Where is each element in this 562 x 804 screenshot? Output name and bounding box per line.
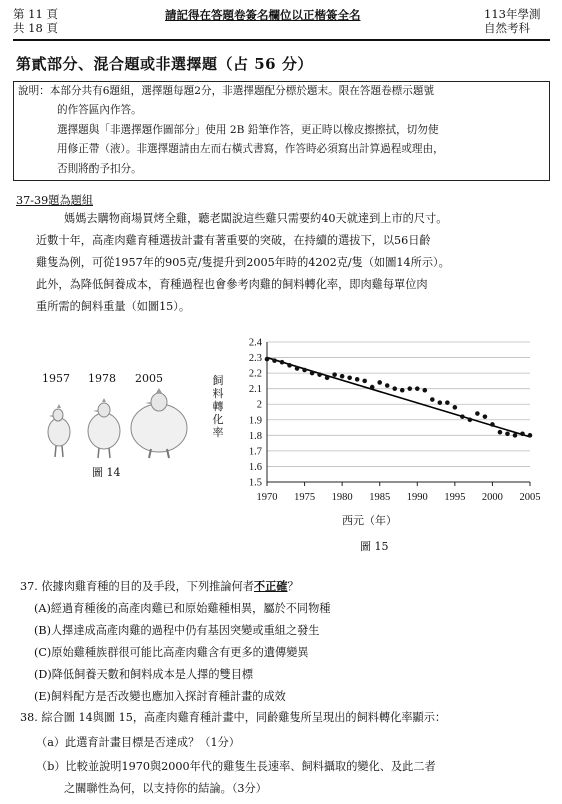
- data-point: [453, 405, 458, 410]
- ylabel-char: 料: [212, 387, 224, 400]
- data-point: [513, 433, 518, 438]
- data-point: [468, 417, 473, 422]
- figure14-year-1957: 1957: [42, 372, 70, 385]
- intro-paragraph-line: 媽媽去購物商場買烤全雞，聽老闆說這些雞只需要約40天就達到上市的尺寸。: [64, 212, 448, 225]
- data-point: [265, 357, 270, 362]
- page-number: 第 11 頁: [13, 7, 58, 21]
- data-point: [377, 380, 382, 385]
- ylabel-char: 飼: [212, 374, 224, 387]
- data-point: [460, 414, 465, 419]
- y-tick-label: 2.1: [248, 384, 262, 396]
- chicken-2005-illustration: [127, 386, 191, 460]
- figure15-caption: 圖 15: [360, 540, 389, 553]
- y-tick-label: 1.8: [248, 430, 262, 442]
- q38-part-b-line1: （b）比較並說明1970與2000年代的雞隻生長速率、飼料攝取的變化、及此二者: [36, 760, 436, 773]
- y-tick-label: 2: [256, 399, 262, 411]
- x-tick-label: 1995: [444, 492, 466, 503]
- y-tick-label: 1.9: [248, 415, 262, 427]
- question-38-stem: 38. 綜合圖 14與圖 15，高產肉雞育種計畫中，同齡雞隻所呈現出的飼料轉化率顯示：: [20, 711, 447, 724]
- data-point: [528, 433, 533, 438]
- x-tick-label: 1980: [331, 492, 353, 503]
- header-divider: [13, 39, 550, 41]
- q37-stem-post: ？: [287, 580, 299, 593]
- x-tick-label: 2000: [481, 492, 503, 503]
- data-point: [317, 372, 322, 377]
- data-point: [295, 366, 300, 371]
- feed-conversion-chart: [205, 330, 550, 530]
- data-point: [310, 371, 315, 376]
- q37-option-b: (B)人擇達成高產肉雞的過程中仍有基因突變或重組之發生: [34, 624, 320, 637]
- data-point: [302, 368, 307, 373]
- q38-part-a: （a）此選育計畫目標是否達成？（1分）: [36, 736, 240, 749]
- data-point: [490, 422, 495, 427]
- data-point: [287, 363, 292, 368]
- y-tick-label: 2.2: [248, 368, 262, 380]
- data-point: [407, 386, 412, 391]
- ylabel-char: 率: [212, 426, 224, 439]
- figure-14: [35, 362, 205, 482]
- q37-option-a: (A)經過育種後的高產肉雞已和原始雞種相異，屬於不同物種: [34, 602, 331, 615]
- data-point: [370, 385, 375, 390]
- figure-15: [205, 330, 550, 560]
- ylabel-char: 轉: [212, 400, 224, 413]
- data-point: [332, 372, 337, 377]
- instructions-line: 否則將酌予扣分。: [57, 163, 142, 175]
- x-tick-label: 1970: [256, 492, 278, 503]
- x-tick-label: 2005: [519, 492, 541, 503]
- x-tick-label: 1975: [294, 492, 316, 503]
- y-tick-label: 1.6: [248, 461, 262, 473]
- intro-paragraph-line: 雞隻為例，可從1957年的905克/隻提升到2005年時的4202克/隻（如圖14所示）。: [36, 256, 450, 269]
- section-title: 第貳部分、混合題或非選擇題（占 56 分）: [16, 55, 313, 73]
- data-point: [475, 411, 480, 416]
- data-point: [438, 400, 443, 405]
- y-tick-label: 1.7: [248, 446, 262, 458]
- instructions-line: 選擇題與「非選擇題作圖部分」使用 2B 鉛筆作答，更正時以橡皮擦擦拭，切勿使: [57, 124, 439, 136]
- instructions-line: 用修正帶（液）。非選擇題請由左而右橫式書寫，作答時必須寫出計算過程或理由，: [57, 143, 444, 155]
- x-tick-label: 1985: [369, 492, 391, 503]
- exam-year: 113年學測: [484, 7, 541, 21]
- q37-option-e: (E)飼料配方是否改變也應加入探討育種計畫的成效: [34, 690, 286, 703]
- data-point: [520, 431, 525, 436]
- intro-paragraph-line: 此外，為降低飼養成本，育種過程也會參考肉雞的飼料轉化率，即肉雞每單位肉: [36, 278, 428, 291]
- chart-xlabel: 西元（年）: [342, 514, 397, 527]
- data-point: [385, 383, 390, 388]
- data-point: [423, 388, 428, 393]
- question-group-label: 37-39題為題組: [16, 194, 94, 207]
- data-point: [445, 400, 450, 405]
- chicken-1978-illustration: [83, 396, 125, 460]
- intro-paragraph-line: 重所需的飼料重量（如圖15）。: [36, 300, 191, 313]
- data-point: [362, 379, 367, 384]
- intro-paragraph-line: 近數十年，高產肉雞育種選拔計畫有著重要的突破，在持續的選拔下，以56日齡: [36, 234, 431, 247]
- data-point: [347, 375, 352, 380]
- q38-part-b-line2: 之關聯性為何，以支持你的結論。（3分）: [64, 782, 267, 795]
- data-point: [272, 358, 277, 363]
- total-pages: 共 18 頁: [13, 21, 58, 35]
- question-37-stem: [20, 576, 299, 597]
- figure14-year-2005: 2005: [135, 372, 163, 385]
- data-point: [392, 386, 397, 391]
- data-point: [505, 431, 510, 436]
- q37-option-c: (C)原始雞種族群很可能比高產肉雞含有更多的遺傳變異: [34, 646, 309, 659]
- instructions-line: 的作答區內作答。: [57, 104, 142, 116]
- figure14-caption: 圖 14: [92, 466, 121, 479]
- data-point: [280, 360, 285, 365]
- y-tick-label: 2.4: [248, 337, 262, 349]
- q37-option-d: (D)降低飼養天數和飼料成本是人擇的雙目標: [34, 668, 254, 681]
- data-point: [325, 375, 330, 380]
- data-point: [355, 377, 360, 382]
- ylabel-char: 化: [212, 413, 224, 426]
- data-point: [483, 414, 488, 419]
- q37-stem-emphasis: 不正確: [253, 579, 288, 593]
- data-point: [400, 388, 405, 393]
- x-tick-label: 1990: [406, 492, 428, 503]
- q37-stem-pre: 37. 依據肉雞育種的目的及手段，下列推論何者: [20, 580, 254, 593]
- figure14-year-1978: 1978: [88, 372, 116, 385]
- data-point: [340, 374, 345, 379]
- signature-notice: 請記得在答題卷簽名欄位以正楷簽全名: [165, 8, 361, 22]
- instructions-line: 說明：本部分共有6題組，選擇題每題2分，非選擇題配分標於題末。限在答題卷標示題號: [18, 85, 435, 97]
- data-point: [430, 397, 435, 402]
- data-point: [498, 430, 503, 435]
- exam-subject: 自然考科: [484, 21, 530, 35]
- chicken-1957-illustration: [43, 402, 75, 460]
- y-tick-label: 1.5: [248, 477, 262, 489]
- instructions-box: [13, 81, 550, 181]
- y-tick-label: 2.3: [248, 353, 262, 365]
- data-point: [415, 386, 420, 391]
